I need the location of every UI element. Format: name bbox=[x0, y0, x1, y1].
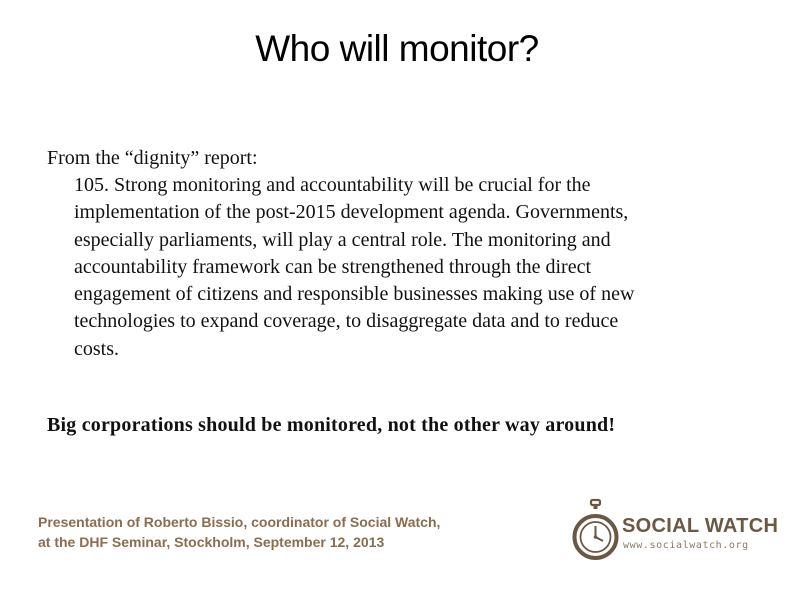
quote-line: accountability framework can be strengthened through the direct bbox=[74, 255, 592, 278]
logo-url: www.socialwatch.org bbox=[623, 540, 749, 551]
quote-line: especially parliaments, will play a central role. The monitoring and bbox=[74, 228, 611, 251]
quote-line: engagement of citizens and responsible businesses making use of new bbox=[74, 283, 635, 306]
quote-line: implementation of the post-2015 development agenda. Governments, bbox=[74, 201, 629, 224]
quote-line: technologies to expand coverage, to disaggregate data and to reduce bbox=[74, 310, 619, 333]
logo-brand-name: SOCIAL WATCH bbox=[622, 515, 779, 537]
social-watch-logo bbox=[572, 497, 779, 571]
intro-text: From the “dignity” report: bbox=[47, 147, 258, 169]
footer-line: at the DHF Seminar, Stockholm, September 12, 2013 bbox=[38, 534, 385, 550]
emphasis-statement: Big corporations should be monitored, not the other way around! bbox=[47, 414, 616, 436]
footer-line: Presentation of Roberto Bissio, coordinator of Social Watch, bbox=[38, 514, 441, 530]
quote-line: 105. Strong monitoring and accountability will be crucial for the bbox=[74, 174, 591, 196]
footer-credit bbox=[38, 512, 440, 552]
quote-line: costs. bbox=[74, 337, 119, 360]
pocket-watch-icon bbox=[572, 497, 620, 571]
report-quote bbox=[74, 172, 774, 363]
slide-title: Who will monitor? bbox=[255, 28, 539, 69]
